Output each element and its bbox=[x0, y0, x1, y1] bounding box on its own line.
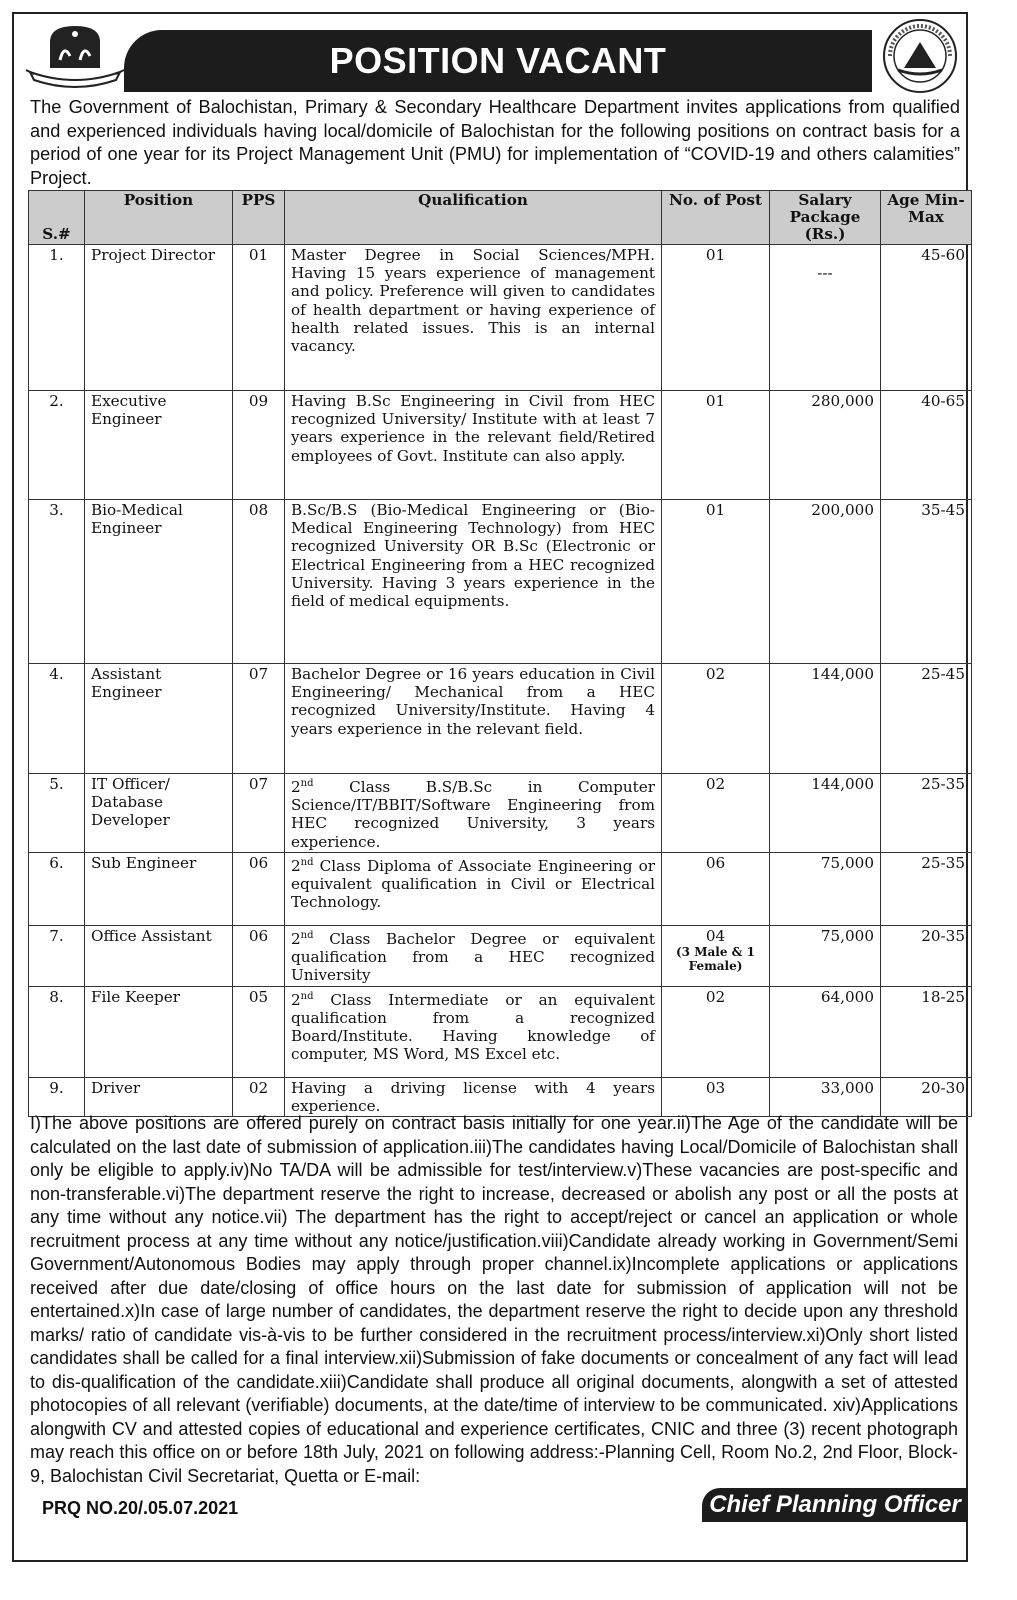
header-age-min-max: Age Min-Max bbox=[881, 191, 972, 245]
cell-pps: 09 bbox=[233, 391, 285, 500]
cell-age: 35-45 bbox=[881, 500, 972, 664]
cell-age: 40-65 bbox=[881, 391, 972, 500]
cell-pps: 01 bbox=[233, 245, 285, 391]
cell-salary: 33,000 bbox=[770, 1077, 881, 1116]
cell-qualification bbox=[285, 852, 662, 925]
ordinal-number: 2 bbox=[291, 929, 301, 948]
cell-sno: 1. bbox=[29, 245, 85, 391]
cell-salary: 64,000 bbox=[770, 986, 881, 1077]
cell-position: File Keeper bbox=[85, 986, 233, 1077]
cell-salary bbox=[770, 245, 881, 391]
cell-no-of-post bbox=[662, 1077, 770, 1116]
table-row bbox=[29, 391, 972, 500]
intro-paragraph: The Government of Balochistan, Primary & Secondary Healthcare Department invites applications from qualified and experienced individuals having local/domicile of Balochistan for the following positions on contract basis for a period of one year for its Project Management Unit (PMU) for implementation of “COVID-19 and others calamities” Project. bbox=[30, 97, 960, 188]
post-count: 01 bbox=[705, 392, 726, 410]
cell-pps: 05 bbox=[233, 986, 285, 1077]
table-header-row bbox=[29, 191, 972, 245]
cell-position: IT Officer/ Database Developer bbox=[85, 774, 233, 853]
post-count: 02 bbox=[705, 987, 726, 1006]
cell-sno: 3. bbox=[29, 500, 85, 664]
salary-value: --- bbox=[817, 264, 833, 283]
ordinal-suffix: nd bbox=[300, 929, 314, 941]
cell-qualification bbox=[285, 986, 662, 1077]
cell-age: 25-45 bbox=[881, 664, 972, 774]
cell-qualification: Master Degree in Social Sciences/MPH. Having 15 years experience of management and policy. Preference will given to candidates of health department or having experience of health related issues. This is an internal vacancy. bbox=[285, 245, 662, 391]
cell-salary: 75,000 bbox=[770, 852, 881, 925]
cell-position: Driver bbox=[85, 1077, 233, 1116]
cell-sno: 8. bbox=[29, 986, 85, 1077]
cell-salary: 280,000 bbox=[770, 391, 881, 500]
cell-no-of-post bbox=[662, 391, 770, 500]
post-count: 02 bbox=[705, 775, 726, 793]
qualification-text: Class Diploma of Associate Engineering or equivalent qualification in Civil or Electrical Technology. bbox=[291, 856, 655, 912]
qualification-text: Class Intermediate or an equivalent qualification from a recognized Board/Institute. Having knowledge of computer, MS Word, MS Excel etc. bbox=[291, 990, 655, 1064]
cell-no-of-post bbox=[662, 245, 770, 391]
cell-no-of-post bbox=[662, 852, 770, 925]
cell-pps: 08 bbox=[233, 500, 285, 664]
cell-no-of-post bbox=[662, 925, 770, 986]
post-count: 04 bbox=[705, 926, 726, 945]
cell-no-of-post bbox=[662, 664, 770, 774]
cell-qualification: Having B.Sc Engineering in Civil from HEC recognized University/ Institute with at least 7 years experience in the relevant field/Retired employees of Govt. Institute can also apply. bbox=[285, 391, 662, 500]
cell-sno: 6. bbox=[29, 852, 85, 925]
post-count: 01 bbox=[705, 246, 726, 264]
cell-position: Assistant Engineer bbox=[85, 664, 233, 774]
cell-age: 20-35 bbox=[881, 925, 972, 986]
cell-age: 18-25 bbox=[881, 986, 972, 1077]
terms-and-conditions: I)The above positions are offered purely on contract basis initially for one year.ii)The Age of the candidate will be calculated on the last date of submission of application.iii)The candidates having Local/Domicile of Balochistan shall only be eligible to apply.iv)No TA/DA will be admissible for test/interview.v)These vacancies are post-specific and non-transferable.vi)The department reserve the right to increase, decreased or abolish any post or all the posts at any time without any notice.vii) The department has the right to accept/reject or cancel an application or whole recruitment process at any time without any notice/justification.viii)Candidate already working in Government/Semi Government/Autonomous Bodies may apply through proper channel.ix)Incomplete applications or applications received after due date/closing of office hours on the last date for submission of application will not be entertained.x)In case of large number of candidates, the department reserve the right to decide upon any threshold marks/ ratio of candidate vis-à-vis to be further considered in the recruitment process/interview.xi)Only short listed candidates shall be called for a final interview.xii)Submission of fake documents or concealment of any fact will lead to dis-qualification of the candidate.xiii)Candidate shall produce all original documents, alongwith a set of attested photocopies of all relevant (verifiable) documents, at the date/time of interview to be communicated. xiv)Applications alongwith CV and attested copies of educational and experience certificates, CNIC and three (3) recent photograph may reach this office on or before 18th July, 2021 on following address:-Planning Cell, Room No.2, 2nd Floor, Block-9, Balochistan Civil Secretariat, Quetta or E-mail: bbox=[30, 1113, 958, 1486]
footer bbox=[30, 1488, 968, 1524]
post-count-note: (3 Male & 1 Female) bbox=[676, 945, 755, 974]
header-salary-package: Salary Package (Rs.) bbox=[770, 191, 881, 245]
table-row bbox=[29, 664, 972, 774]
cell-pps: 07 bbox=[233, 774, 285, 853]
header-pps: PPS bbox=[233, 191, 285, 245]
positions-table bbox=[28, 190, 972, 1117]
page-title: POSITION VACANT bbox=[124, 30, 872, 92]
table-row bbox=[29, 774, 972, 853]
cell-pps: 02 bbox=[233, 1077, 285, 1116]
cell-age: 20-30 bbox=[881, 1077, 972, 1116]
ordinal-suffix: nd bbox=[300, 990, 314, 1002]
cell-salary: 200,000 bbox=[770, 500, 881, 664]
cell-sno: 2. bbox=[29, 391, 85, 500]
cell-sno: 7. bbox=[29, 925, 85, 986]
prq-number: PRQ NO.20/.05.07.2021 bbox=[42, 1498, 239, 1518]
cell-qualification: Bachelor Degree or 16 years education in Civil Engineering/ Mechanical from a HEC recognized University/Institute. Having 4 years experience in the relevant field. bbox=[285, 664, 662, 774]
header-sno: S.# bbox=[29, 191, 85, 245]
cell-age: 45-60 bbox=[881, 245, 972, 391]
cell-qualification: Having a driving license with 4 years experience. bbox=[285, 1077, 662, 1116]
cell-no-of-post bbox=[662, 774, 770, 853]
cell-position: Office Assistant bbox=[85, 925, 233, 986]
cell-salary: 144,000 bbox=[770, 774, 881, 853]
signatory-label: Chief Planning Officer bbox=[702, 1488, 968, 1522]
post-count: 02 bbox=[705, 665, 726, 683]
table-row bbox=[29, 925, 972, 986]
ordinal-number: 2 bbox=[291, 990, 301, 1009]
post-count: 01 bbox=[705, 501, 726, 519]
cell-position: Project Director bbox=[85, 245, 233, 391]
table-row bbox=[29, 245, 972, 391]
cell-position: Sub Engineer bbox=[85, 852, 233, 925]
cell-qualification bbox=[285, 925, 662, 986]
post-count: 06 bbox=[705, 853, 726, 872]
ordinal-number: 2 bbox=[291, 856, 301, 875]
cell-no-of-post bbox=[662, 500, 770, 664]
cell-qualification bbox=[285, 774, 662, 853]
post-count: 03 bbox=[705, 1078, 726, 1097]
public-relations-seal-logo bbox=[880, 16, 960, 96]
cell-age: 25-35 bbox=[881, 774, 972, 853]
cell-pps: 06 bbox=[233, 925, 285, 986]
header-no-of-post: No. of Post bbox=[662, 191, 770, 245]
cell-position: Executive Engineer bbox=[85, 391, 233, 500]
cell-pps: 07 bbox=[233, 664, 285, 774]
ordinal-suffix: nd bbox=[300, 856, 314, 868]
cell-salary: 75,000 bbox=[770, 925, 881, 986]
table-row bbox=[29, 852, 972, 925]
cell-sno: 5. bbox=[29, 774, 85, 853]
ordinal-suffix: nd bbox=[300, 778, 314, 789]
cell-no-of-post bbox=[662, 986, 770, 1077]
cell-pps: 06 bbox=[233, 852, 285, 925]
cell-age: 25-35 bbox=[881, 852, 972, 925]
cell-sno: 4. bbox=[29, 664, 85, 774]
cell-salary: 144,000 bbox=[770, 664, 881, 774]
table-row bbox=[29, 500, 972, 664]
cell-qualification: B.Sc/B.S (Bio-Medical Engineering or (Bio-Medical Engineering Technology) from HEC recognized University OR B.Sc (Electronic or Electrical Engineering from a HEC recognized University. Having 3 years experience in the field of medical equipments. bbox=[285, 500, 662, 664]
qualification-text: Class B.S/B.Sc in Computer Science/IT/BBIT/Software Engineering from HEC recognized University, 3 years experience. bbox=[291, 778, 655, 851]
header-position: Position bbox=[85, 191, 233, 245]
cell-position: Bio-Medical Engineer bbox=[85, 500, 233, 664]
ordinal-number: 2 bbox=[291, 778, 301, 797]
header-qualification: Qualification bbox=[285, 191, 662, 245]
qualification-text: Class Bachelor Degree or equivalent qualification from a HEC recognized University bbox=[291, 929, 655, 985]
table-row bbox=[29, 986, 972, 1077]
balochistan-emblem-logo bbox=[20, 20, 130, 90]
cell-sno: 9. bbox=[29, 1077, 85, 1116]
table-row bbox=[29, 1077, 972, 1116]
